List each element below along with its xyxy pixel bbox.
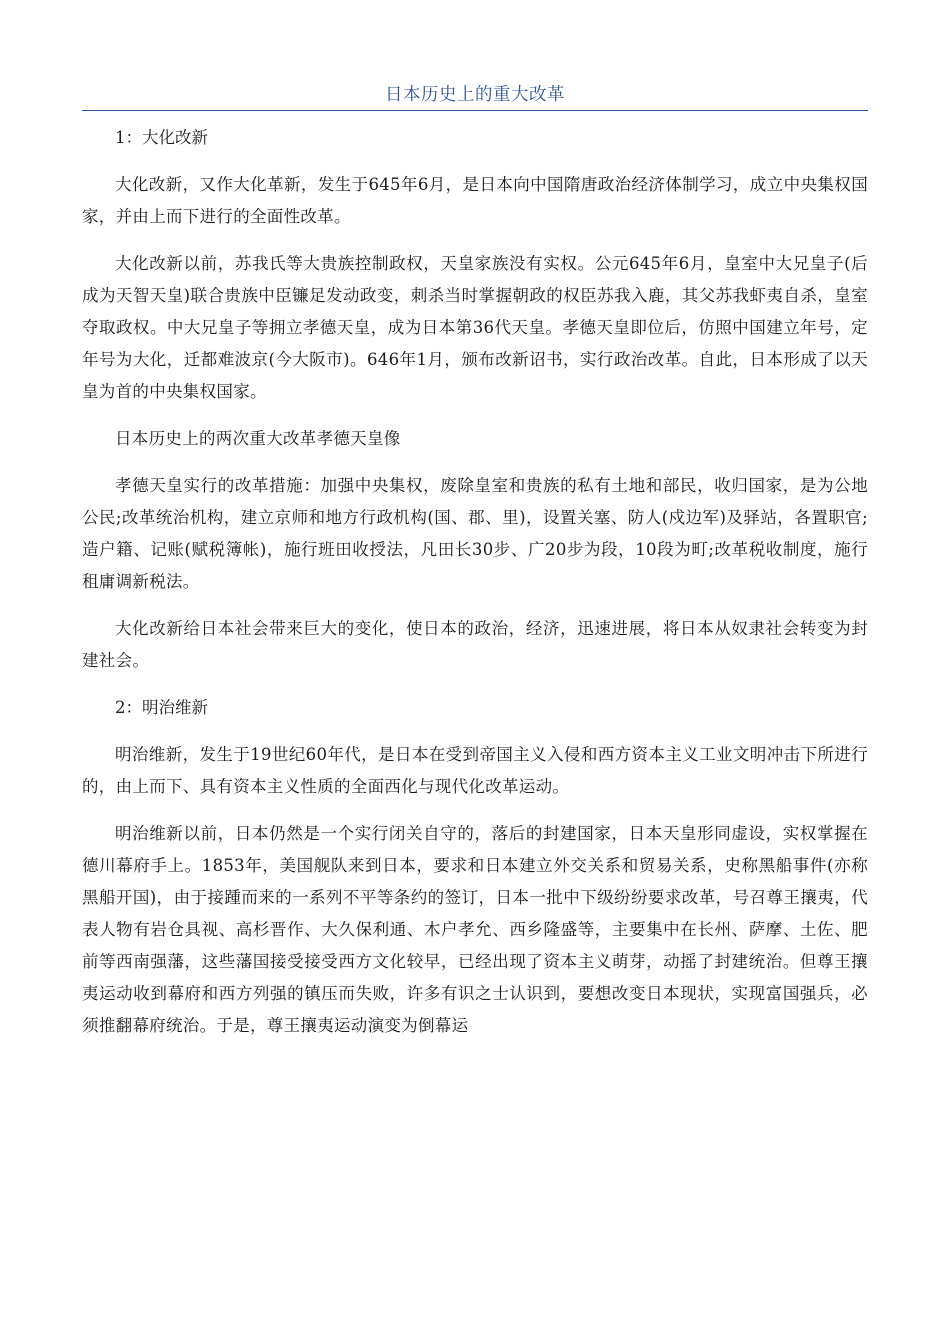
image-caption: 日本历史上的两次重大改革孝德天皇像: [115, 429, 401, 448]
section-heading-meiji: 2：明治维新: [115, 698, 208, 717]
paragraph: 明治维新，发生于19世纪60年代，是日本在受到帝国主义入侵和西方资本主义工业文明冲击下所进行的，由上而下、具有资本主义性质的全面西化与现代化改革运动。: [82, 745, 868, 796]
paragraph: 明治维新以前，日本仍然是一个实行闭关自守的，落后的封建国家，日本天皇形同虚设，实权掌握在德川幕府手上。1853年，美国舰队来到日本，要求和日本建立外交关系和贸易关系，史称黑船事件(亦称黑船开国)，由于接踵而来的一系列不平等条约的签订，日本一批中下级纷纷要求改革，号召尊王攘夷，代表人物有岩仓具视、高杉晋作、大久保利通、木户孝允、西乡隆盛等，主要集中在长州、萨摩、土佐、肥前等西南强藩，这些藩国接受接受西方文化较早，已经出现了资本主义萌芽，动摇了封建统治。但尊王攘夷运动收到幕府和西方列强的镇压而失败，许多有识之士认识到，要想改变日本现状，实现富国强兵，必须推翻幕府统治。于是，尊王攘夷运动演变为倒幕运: [82, 824, 868, 1035]
paragraph: 大化改新给日本社会带来巨大的变化，使日本的政治，经济，迅速进展，将日本从奴隶社会转变为封建社会。: [82, 619, 868, 670]
document-body: [82, 122, 868, 1057]
paragraph: 大化改新，又作大化革新，发生于645年6月，是日本向中国隋唐政治经济体制学习，成立中央集权国家，并由上而下进行的全面性改革。: [82, 175, 868, 226]
paragraph: 大化改新以前，苏我氏等大贵族控制政权，天皇家族没有实权。公元645年6月，皇室中大兄皇子(后成为天智天皇)联合贵族中臣镰足发动政变，刺杀当时掌握朝政的权臣苏我入鹿，其父苏我虾夷自杀，皇室夺取政权。中大兄皇子等拥立孝德天皇，成为日本第36代天皇。孝德天皇即位后，仿照中国建立年号，定年号为大化，迁都难波京(今大阪市)。646年1月，颁布改新诏书，实行政治改革。自此，日本形成了以天皇为首的中央集权国家。: [82, 254, 868, 401]
document-title: 日本历史上的重大改革: [385, 85, 565, 105]
section-heading-taika: 1：大化改新: [115, 128, 208, 147]
paragraph: 孝德天皇实行的改革措施：加强中央集权，废除皇室和贵族的私有土地和部民，收归国家，是为公地公民;改革统治机构，建立京师和地方行政机构(国、郡、里)，设置关塞、防人(戍边军)及驿站，各置职官;造户籍、记账(赋税簿帐)，施行班田收授法，凡田长30步、广20步为段，10段为町;改革税收制度，施行租庸调新税法。: [82, 476, 868, 591]
page-header: [82, 84, 868, 111]
